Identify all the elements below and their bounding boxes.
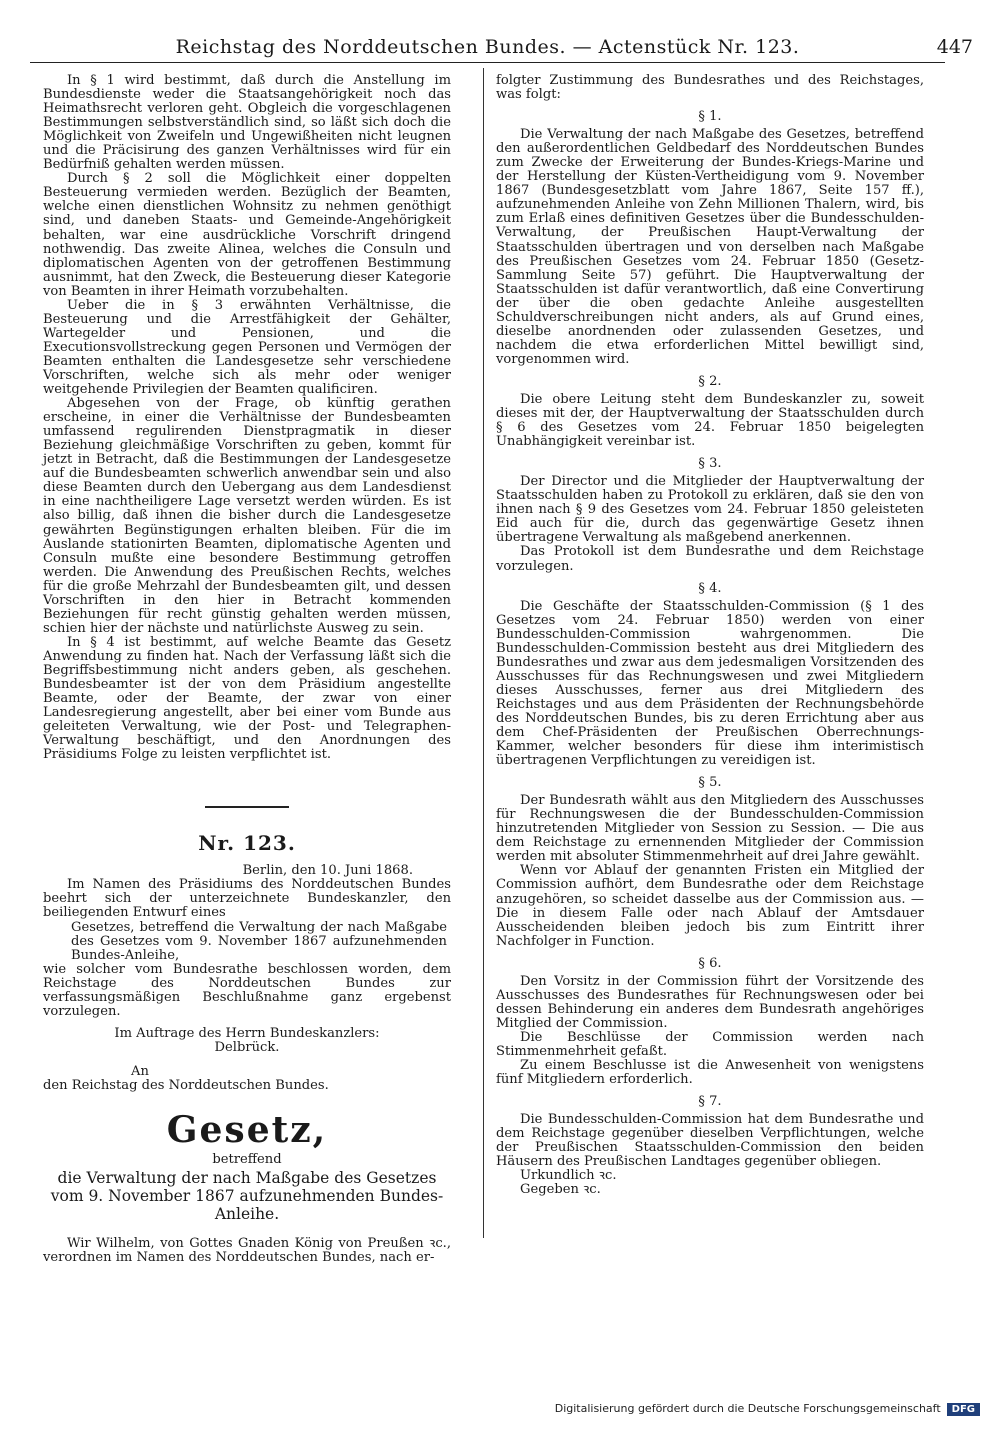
law-sections (496, 110, 924, 1197)
paragraph: Abgesehen von der Frage, ob künftig gerathen erscheine, in einer die Verhältnisse der Bundesbeamten umfassend regulirenden Dienstpragmatik in dieser Beziehung gleichmäßige Vorschriften zu geben, kommt für jetzt in Betracht, daß die Bestimmungen der Landesgesetze auf die Bundesbeamten schwerlich anwendbar sein und also diese Beamten durch den Uebergang aus dem Landesdienst in eine nachtheiligere Lage versetzt werden würden. Es ist also billig, daß ihnen die bisher durch die Landesgesetze gewährten Begünstigungen erhalten bleiben. Für die im Auslande stationirten Beamten, diplomatische Agenten und Consuln mußte eine besondere Bestimmung getroffen werden. Die Anwendung des Preußischen Rechts, welches für die große Mehrzahl der Bundesbeamten gilt, und dessen Vorschriften in den hier in Betracht kommenden Beziehungen für recht günstig gehalten werden müssen, schien hier der nächste und natürlichste Ausweg zu sein. (43, 396, 451, 636)
betreffend-label: betreffend (212, 1152, 282, 1168)
page-number: 447 (936, 36, 973, 58)
preamble: Wir Wilhelm, von Gottes Gnaden König von Preußen ꝛc., verordnen im Namen des Norddeutschen Bundes, nach er- (43, 1236, 451, 1266)
section-paragraph: Die Bundesschulden-Commission hat dem Bundesrathe und dem Reichstage gegenüber dieselben Verpflichtungen, welche der Preußischen Staatsschulden-Commission den beiden Häusern des Preußischen Landtages gegenüber obliegen. (496, 1112, 924, 1170)
right-column (496, 74, 924, 1197)
section-heading: § 3. (698, 456, 722, 472)
paragraph: In § 1 wird bestimmt, daß durch die Anstellung im Bundesdienste weder die Staatsangehörigkeit noch das Heimathsrecht verloren geht. Obgleich die vorgeschlagenen Bestimmungen selbstverständlich sind, so läßt sich doch die Möglichkeit von Zweifeln und Ungewißheiten nicht leugnen und die Präcisirung des ganzen Verhältnisses wird für ein Bedürfniß gehalten werden müssen. (43, 73, 451, 173)
section-paragraph: Die Beschlüsse der Commission werden nach Stimmenmehrheit gefaßt. (496, 1029, 924, 1059)
section-paragraph: Urkundlich ꝛc. (520, 1168, 617, 1184)
dfg-logo: DFG (947, 1403, 980, 1416)
addressee: den Reichstag des Norddeutschen Bundes. (43, 1078, 329, 1093)
footer-text: Digitalisierung gefördert durch die Deutsche Forschungsgemeinschaft (554, 1402, 941, 1415)
section-paragraph: Die Geschäfte der Staatsschulden-Commission (§ 1 des Gesetzes vom 24. Februar 1850) werden von einer Bundesschulden-Commission wahrgenommen. Die Bundesschulden-Commission besteht aus drei Mitgliedern des Bundesrathes und zwar aus dem jedesmaligen Vorsitzenden des Ausschusses für das Rechnungswesen und zwei Mitgliedern dieses Ausschusses, ferner aus drei Mitgliedern des Reichstages und aus dem Präsidenten der Rechnungsbehörde des Norddeutschen Bundes, bis zu deren Errichtung aber aus dem Chef-Präsidenten der Preußischen Oberrechnungs-Kammer, welcher besonders für diese ihm interimistisch übertragenen Verpflichtungen zu vereidigen ist. (496, 598, 924, 769)
section-paragraph: Wenn vor Ablauf der genannten Fristen ein Mitglied der Commission aufhört, dem Bundesrathe oder dem Reichstage anzugehören, so scheidet dasselbe aus der Commission aus. — Die in diesem Falle oder nach Ablauf der Amtsdauer Ausscheidenden bleiben jedoch bis zum Eintritt ihrer Nachfolger in Function. (496, 863, 924, 949)
section-paragraph: Die Verwaltung der nach Maßgabe des Gesetzes, betreffend den außerordentlichen Geldbedarf des Norddeutschen Bundes zum Zwecke der Erweiterung der Bundes-Kriegs-Marine und der Herstellung der Küsten-Vertheidigung vom 9. November 1867 (Bundesgesetzblatt vom Jahre 1867, Seite 157 ff.), aufzunehmenden Anleihe von Zehn Millionen Thalern, wird, bis zum Erlaß eines definitiven Gesetzes über die Bundesschulden-Verwaltung, der Preußischen Haupt-Verwaltung der Staatsschulden übertragen und von derselben nach Maßgabe des Preußischen Gesetzes vom 24. Februar 1850 (Gesetz-Sammlung Seite 57) geführt. Die Hauptverwaltung der Staatsschulden ist dafür verantwortlich, daß eine Convertirung der über die oben gedachte Anleihe ausgestellten Schuldverschreibungen nicht anders, als auf Grund eines, dieselbe anordnenden oder zulassenden Gesetzes, und nachdem die etwa erforderlichen Mittel bewilligt sind, vorgenommen wird. (496, 127, 924, 367)
letter-subject: Gesetzes, betreffend die Verwaltung der nach Maßgabe des Gesetzes vom 9. November 1867 aufzunehmenden Bundes-Anleihe, (71, 919, 447, 963)
page-header (30, 32, 973, 63)
section-heading: § 2. (698, 373, 722, 389)
separator-rule (205, 806, 289, 808)
im-auftrage: Im Auftrage des Herrn Bundeskanzlers: (114, 1025, 380, 1041)
column-divider (483, 68, 484, 1238)
paragraph: Durch § 2 soll die Möglichkeit einer doppelten Besteuerung vermieden werden. Bezüglich der Beamten, welche einen dienstlichen Wohnsitz zu nehmen genöthigt sind, und daneben Staats- und Gemeinde-Angehörigkeit behalten, war eine ausdrückliche Vorschrift dringend nothwendig. Das zweite Alinea, welches die Consuln und diplomatischen Agenten von der getroffenen Bestimmung ausnimmt, hat den Zweck, die Besteuerung dieser Kategorie von Beamten in ihrer Heimath vorzubehalten. (43, 171, 451, 299)
left-column (43, 74, 451, 1265)
letter-body: wie solcher vom Bundesrathe beschlossen worden, dem Reichstage des Norddeutschen Bundes zur verfassungsmäßigen Beschlußnahme ganz ergebenst vorzulegen. (43, 961, 451, 1019)
section-paragraph: Der Bundesrath wählt aus den Mitgliedern des Ausschusses für Rechnungswesen die der Bundesschulden-Commission hinzutretenden Mitglieder von Session zu Session. — Die aus dem Reichstage zu ernennenden Mitglieder der Commission werden mit absoluter Stimmenmehrheit auf drei Jahre gewählt. (496, 793, 924, 865)
section-heading: § 7. (698, 1094, 722, 1110)
section-paragraph: Das Protokoll ist dem Bundesrathe und dem Reichstage vorzulegen. (496, 544, 924, 574)
section-heading: § 6. (698, 955, 722, 971)
paragraph: In § 4 ist bestimmt, auf welche Beamte das Gesetz Anwendung zu finden hat. Nach der Verfassung läßt sich die Begriffsbestimmung nicht anders geben, als geschehen. Bundesbeamter ist der von dem Präsidium angestellte Beamte, oder der Beamte, der zwar von einer Landesregierung angestellt, aber bei einer vom Bunde aus geleiteten Verwaltung, wie der Post- und Telegraphen-Verwaltung beschäftigt, und den Anordnungen des Präsidiums Folge zu leisten verpflichtet ist. (43, 634, 451, 763)
section-heading: § 4. (698, 580, 722, 596)
section-paragraph: Gegeben ꝛc. (520, 1182, 601, 1198)
letter-intro: Im Namen des Präsidiums des Norddeutschen Bundes beehrt sich der unterzeichnete Bundeskanzler, den beiliegenden Entwurf eines (43, 877, 451, 921)
section-paragraph: Den Vorsitz in der Commission führt der Vorsitzende des Ausschusses des Bundesrathes für Rechnungswesen oder bei dessen Behinderung ein anderes dem Bundesrath angehöriges Mitglied der Commission. (496, 973, 924, 1031)
section-paragraph: Zu einem Beschlusse ist die Anwesenheit von wenigstens fünf Mitgliedern erforderlich. (496, 1058, 924, 1088)
section-heading: § 1. (698, 109, 722, 125)
section-paragraph: Die obere Leitung steht dem Bundeskanzler zu, soweit dieses mit der, der Hauptverwaltung der Staatsschulden durch § 6 des Gesetzes vom 24. Februar 1850 beigelegten Unabhängigkeit vereinbar ist. (496, 391, 924, 450)
an-label: An (131, 1063, 149, 1079)
footer-credit (555, 1402, 980, 1416)
law-heading: Gesetz, (166, 1109, 328, 1152)
date-line: Berlin, den 10. Juni 1868. (242, 863, 413, 879)
signature: Delbrück. (214, 1039, 280, 1055)
law-title: die Verwaltung der nach Maßgabe des Gesetzes vom 9. November 1867 aufzunehmenden Bundes-Anleihe. (50, 1169, 444, 1224)
document-number: Nr. 123. (198, 831, 296, 856)
paragraph: Ueber die in § 3 erwähnten Verhältnisse, die Besteuerung und die Arrestfähigkeit der Gehälter, Wartegelder und Pensionen, und die Executionsvollstreckung gegen Personen und Vermögen der Beamten enthalten die Landesgesetze sehr verschiedene Vorschriften, welche sich als mehr oder weniger weitgehende Privilegien der Beamten qualificiren. (43, 297, 451, 398)
section-heading: § 5. (698, 775, 722, 791)
running-title: Reichstag des Norddeutschen Bundes. — Actenstück Nr. 123. (175, 36, 800, 58)
section-paragraph: Der Director und die Mitglieder der Hauptverwaltung der Staatsschulden haben zu Protokoll zu erklären, daß sie den von ihnen nach § 9 des Gesetzes vom 24. Februar 1850 geleisteten Eid auch für die, durch das gegenwärtige Gesetz ihnen übertragene Verwaltung als maßgebend anerkennen. (496, 474, 924, 546)
continuation: folgter Zustimmung des Bundesrathes und des Reichstages, was folgt: (496, 73, 924, 103)
